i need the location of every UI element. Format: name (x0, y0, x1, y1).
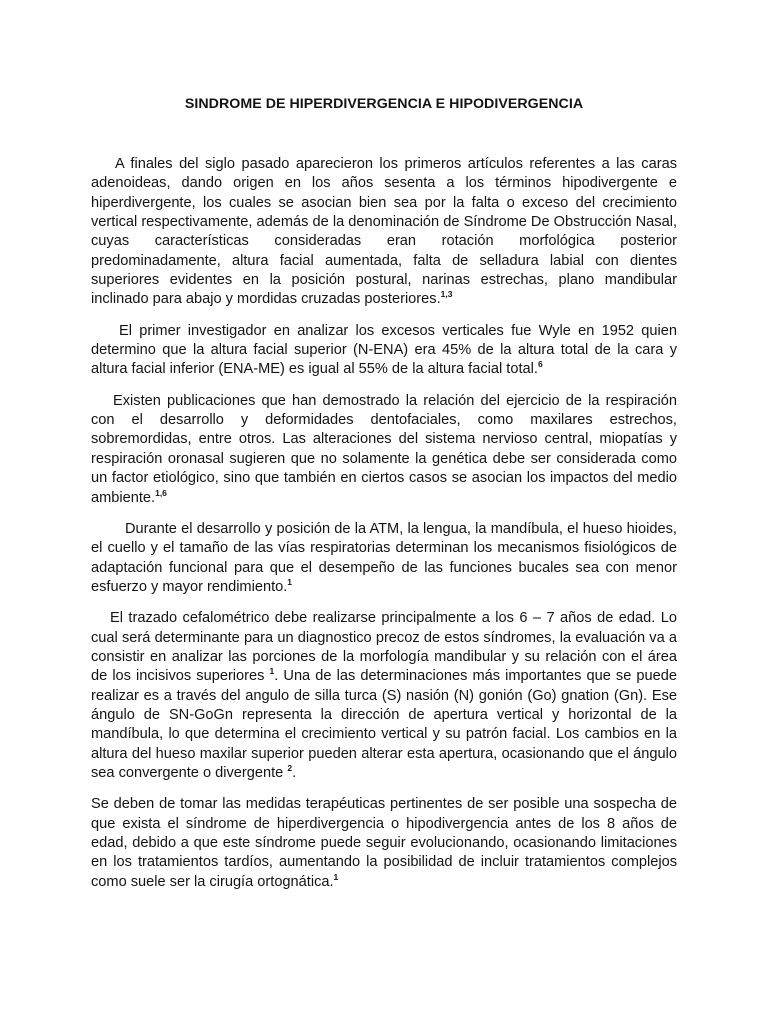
paragraph-1 (91, 155, 677, 310)
paragraph-text: El primer investigador en analizar los excesos verticales fue Wyle en 1952 quien determino que la altura facial superior (N-ENA) era 45% de la altura total de la cara y altura facial inferior (ENA-ME) es igual al 55% de la altura facial total. (91, 322, 677, 378)
paragraph-text: Durante el desarrollo y posición de la ATM, la lengua, la mandíbula, el hueso hioides, el cuello y el tamaño de las vías respiratorias determinan los mecanismos fisiológicos de adaptación funcional para que el desempeño de las funciones bucales sea con menor esfuerzo y mayor rendimiento. (91, 520, 677, 595)
paragraph-text-end: . (292, 764, 297, 781)
paragraph-4 (91, 520, 677, 597)
paragraph-text-continued: . Una de las determinaciones más importantes que se puede realizar es a través del angulo de silla turca (S) nasión (N) gonión (Go) gnation (Gn). Ese ángulo de SN-GoGn representa la dirección de apertura vertical y horizontal de la mandíbula, lo que determina el crecimiento vertical y su patrón facial. Los cambios en la altura del hueso maxilar superior pueden alterar esta apertura, ocasionando que el ángulo sea convergente o divergente (91, 668, 677, 781)
citation-ref: 1 (269, 666, 275, 677)
paragraph-3 (91, 392, 677, 508)
citation-ref: 1,3 (440, 289, 453, 300)
paragraph-text: Existen publicaciones que han demostrado la relación del ejercicio de la respiración con el desarrollo y deformidades dentofaciales, como maxilares estrechos, sobremordidas, entre otros. Las alteraciones del sistema nervioso central, miopatías y respiración oronasal sugieren que no solamente la genética debe ser considerada como un factor etiológico, sino que también en ciertos casos se asocian los impactos del medio ambiente. (91, 392, 677, 506)
citation-ref: 1,6 (155, 487, 167, 498)
paragraph-6 (91, 795, 677, 892)
citation-ref: 6 (537, 359, 543, 370)
paragraph-2 (91, 322, 677, 380)
paragraph-5 (91, 609, 677, 783)
document-title: SINDROME DE HIPERDIVERGENCIA E HIPODIVERGENCIA (184, 96, 584, 112)
paragraph-text: Se deben de tomar las medidas terapéuticas pertinentes de ser posible una sospecha de que exista el síndrome de hiperdivergencia o hipodivergencia antes de los 8 años de edad, debido a que este síndrome puede seguir evolucionando, ocasionando limitaciones en los tratamientos tardíos, aumentando la posibilidad de incluir tratamientos complejos como suele ser la cirugía ortognática. (91, 796, 677, 890)
paragraph-text: El trazado cefalométrico debe realizarse principalmente a los 6 – 7 años de edad. Lo cual será determinante para un diagnostico precoz de estos síndromes, la evaluación va a consistir en analizar las porciones de la morfología mandibular y su relación con el área de los incisivos superiores (91, 610, 677, 685)
citation-ref: 1 (333, 871, 339, 882)
citation-ref: 2 (287, 762, 293, 773)
paragraph-text: A finales del siglo pasado aparecieron los primeros artículos referentes a las caras adenoideas, dando origen en los años sesenta a los términos hipodivergente e hiperdivergente, los cuales se asocian bien sea por la falta o exceso del crecimiento vertical respectivamente, además de la denominación de Síndrome De Obstrucción Nasal, cuyas características consideradas eran rotación morfológica posterior predominadamente, altura facial aumentada, falta de selladura labial con dientes superiores evidentes en la posición postural, narinas estrechas, plano mandibular inclinado para abajo y mordidas cruzadas posteriores. (91, 156, 677, 308)
citation-ref: 1 (287, 576, 293, 587)
